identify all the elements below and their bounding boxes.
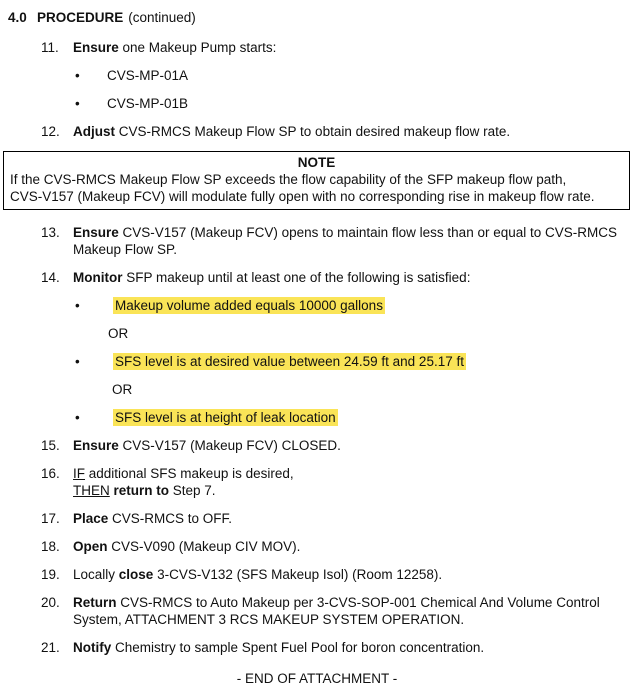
text-segment: CVS-MP-01B [107,96,189,111]
note-title: NOTE [297,155,336,170]
text-segment: CVS-RMCS to Auto Makeup per 3-CVS-SOP-001 Chemical And Volume Control [116,595,600,610]
procedure-step [0,538,634,555]
text-segment: 3-CVS-V132 (SFS Makeup Isol) (Room 12258). [153,567,443,582]
step-line [73,269,630,286]
bullet-dot-icon: • [75,354,80,369]
bullet-text [113,353,466,370]
section-heading [8,9,634,26]
section-title: PROCEDURE [37,10,124,25]
text-segment: Ensure [73,225,119,240]
procedure-step [0,39,634,56]
step-number: 21. [41,640,60,655]
step-line [73,224,630,241]
highlighted-text: Makeup volume added equals 10000 gallons [115,298,383,313]
or-separator: OR [112,382,133,397]
text-segment: CVS-V090 (Makeup CIV MOV). [107,539,301,554]
bullet-text [107,67,188,84]
step-line [73,39,630,56]
text-segment: Place [73,511,109,526]
step-number: 19. [41,567,60,582]
text-segment: SFP makeup until at least one of the following is satisfied: [122,270,471,285]
text-segment: Ensure [73,438,119,453]
step-line [73,538,630,555]
bullet-text [107,95,188,112]
bullet-item [0,409,634,426]
step-line [73,241,630,258]
text-segment: Return [73,595,117,610]
bullet-text [113,409,338,426]
step-line [73,639,630,656]
step-text [73,465,634,499]
text-segment: Monitor [73,270,123,285]
step-line [73,594,630,611]
step-text [73,594,634,628]
bullet-item [0,353,634,370]
text-segment: return to [113,483,170,498]
bullet-dot-icon: • [75,68,80,83]
step-text [73,566,634,583]
step-text [73,437,634,454]
bullet-item [0,297,634,314]
step-line [73,123,630,140]
bullet-item [0,67,634,84]
step-text [73,224,634,258]
step-line [73,437,630,454]
text-segment: Adjust [73,124,115,139]
step-number: 16. [41,466,60,481]
step-number: 18. [41,539,60,554]
step-line [73,465,630,482]
highlighted-text: SFS level is at desired value between 24.59 ft and 25.17 ft [115,354,464,369]
bullet-item [0,95,634,112]
step-text [73,538,634,555]
bullet-dot-icon: • [75,410,80,425]
step-line [73,566,630,583]
step-number: 13. [41,225,60,240]
note-box [3,151,630,210]
text-segment: Ensure [73,40,119,55]
bullet-text [113,297,385,314]
bullet-dot-icon: • [75,96,80,111]
text-segment: Makeup Flow SP. [73,242,178,257]
step-number: 20. [41,595,60,610]
note-line: If the CVS-RMCS Makeup Flow SP exceeds the flow capability of the SFP makeup flow path, [10,172,567,187]
step-number: 12. [41,124,60,139]
procedure-step [0,269,634,286]
procedure-step [0,510,634,527]
section-title-suffix: (continued) [128,10,196,25]
text-segment: Open [73,539,108,554]
step-number: 15. [41,438,60,453]
text-segment: Chemistry to sample Spent Fuel Pool for boron concentration. [111,640,485,655]
procedure-step [0,639,634,656]
bullet-dot-icon: • [75,298,80,313]
or-separator: OR [108,326,129,341]
text-segment: IF [73,466,85,481]
step-text [73,39,634,56]
procedure-step [0,123,634,140]
text-segment: Step 7. [169,483,216,498]
text-segment: CVS-V157 (Makeup FCV) opens to maintain flow less than or equal to CVS-RMCS [118,225,617,240]
procedure-step [0,465,634,499]
step-text [73,269,634,286]
step-line [73,510,630,527]
note-line: CVS-V157 (Makeup FCV) will modulate fully open with no corresponding rise in makeup flow rate. [10,189,595,204]
text-segment: CVS-V157 (Makeup FCV) CLOSED. [118,438,341,453]
step-number: 14. [41,270,60,285]
text-segment: close [118,567,154,582]
end-of-attachment: - END OF ATTACHMENT - [236,671,398,686]
text-segment: additional SFS makeup is desired, [85,466,294,481]
step-number: 11. [41,40,59,55]
step-text [73,639,634,656]
text-segment: CVS-MP-01A [107,68,189,83]
text-segment: one Makeup Pump starts: [118,40,277,55]
text-segment: THEN [73,483,110,498]
text-segment: Locally [73,567,119,582]
procedure-step [0,594,634,628]
highlighted-text: SFS level is at height of leak location [115,410,336,425]
procedure-step [0,224,634,258]
step-line [73,482,630,499]
procedure-steps [0,39,634,656]
procedure-step [0,437,634,454]
step-text [73,510,634,527]
text-segment: Notify [73,640,112,655]
text-segment: CVS-RMCS to OFF. [108,511,233,526]
step-number: 17. [41,511,60,526]
section-number: 4.0 [8,10,27,25]
step-text [73,123,634,140]
step-line [73,611,630,628]
text-segment: System, ATTACHMENT 3 RCS MAKEUP SYSTEM OPERATION. [73,612,465,627]
procedure-step [0,566,634,583]
text-segment: CVS-RMCS Makeup Flow SP to obtain desired makeup flow rate. [115,124,511,139]
